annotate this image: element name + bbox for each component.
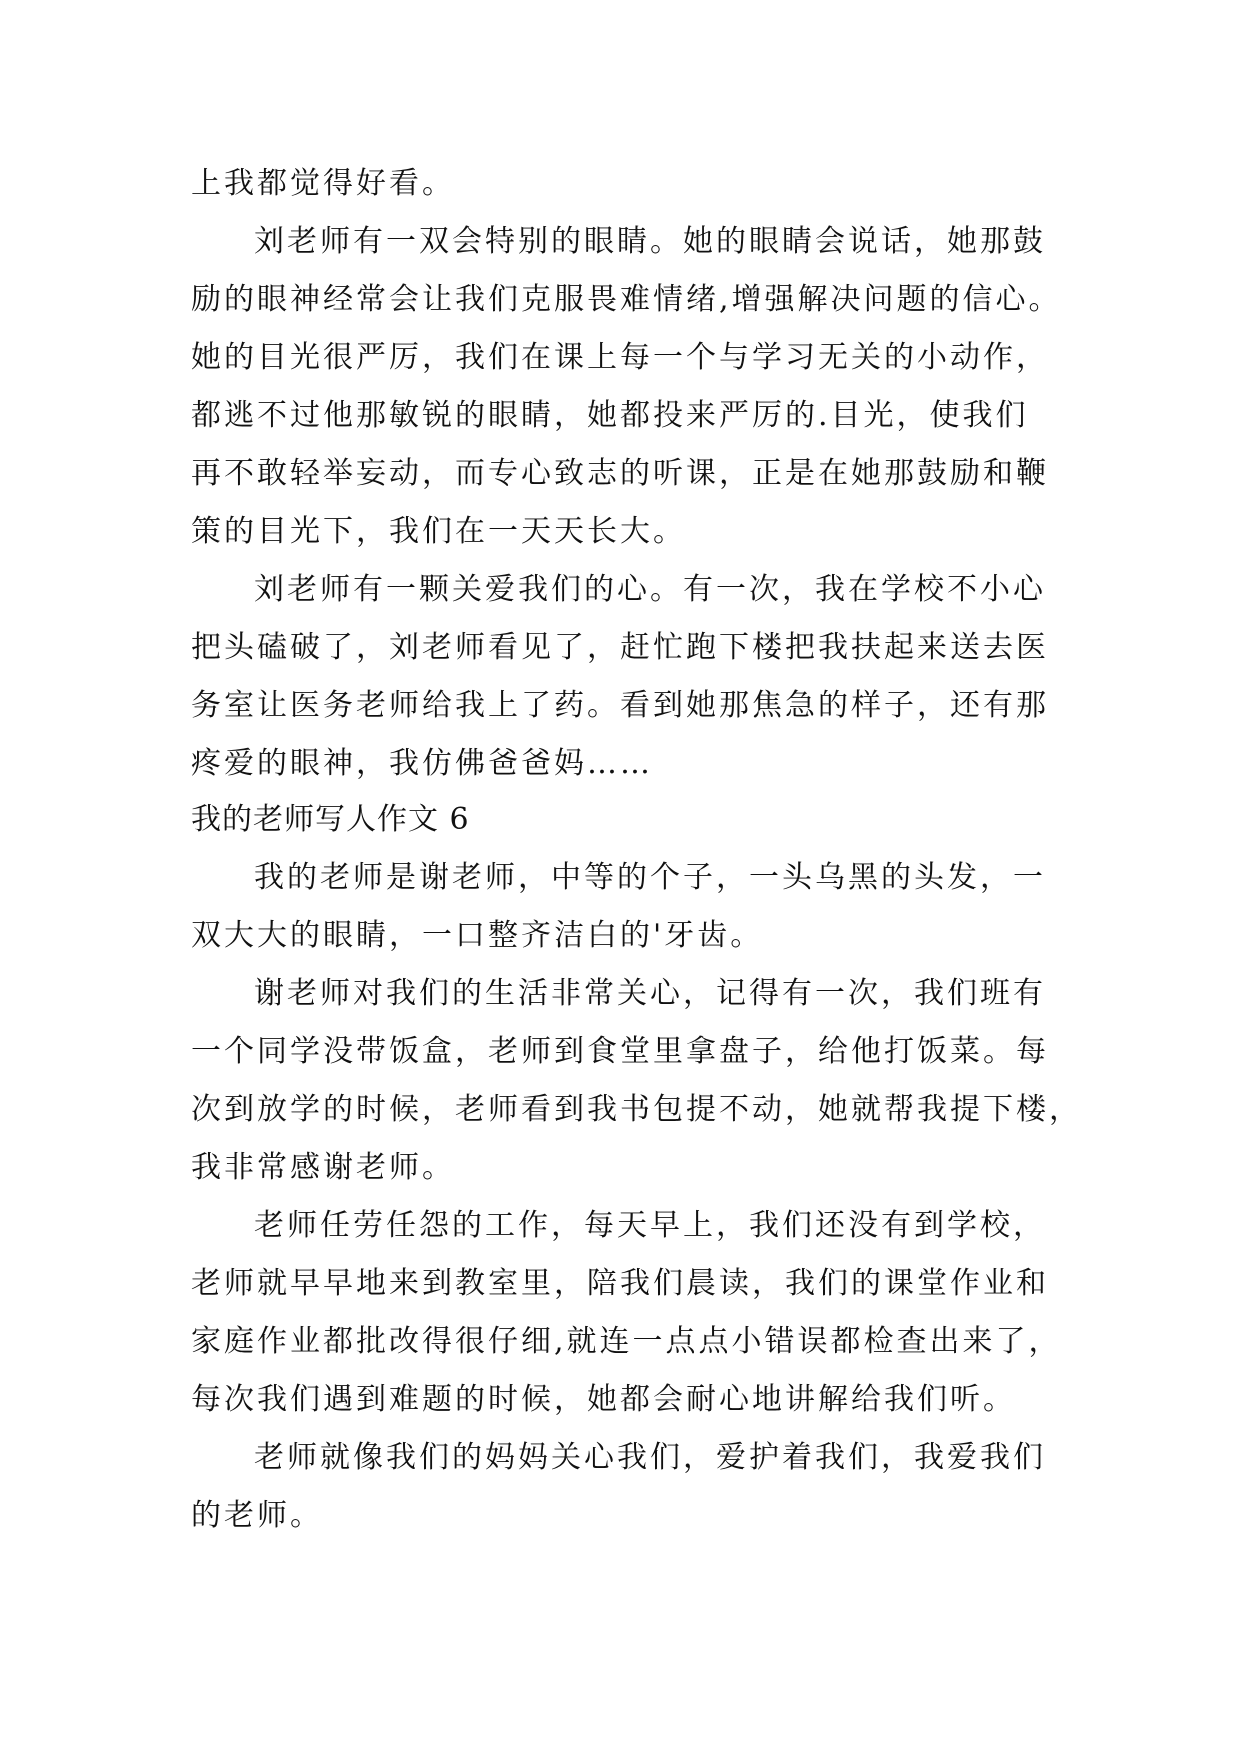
text-line: 都逃不过他那敏锐的眼睛，她都投来严厉的.目光，使我们	[191, 398, 1029, 433]
text-line: 励的眼神经常会让我们克服畏难情绪,增强解决问题的信心。	[191, 282, 1062, 317]
text-line: 她的目光很严厉，我们在课上每一个与学习无关的小动作，	[191, 340, 1049, 375]
text-line: 务室让医务老师给我上了药。看到她那焦急的样子，还有那	[191, 688, 1049, 723]
text-line: 的老师。	[191, 1498, 323, 1533]
paragraph-start-line: 我的老师是谢老师，中等的个子，一头乌黑的头发，一	[254, 860, 1046, 895]
section-heading: 我的老师写人作文 6	[191, 802, 470, 837]
text-line: 双大大的眼睛，一口整齐洁白的'牙齿。	[191, 918, 764, 953]
text-line: 家庭作业都批改得很仔细,就连一点点小错误都检查出来了，	[191, 1324, 1062, 1359]
text-line: 我非常感谢老师。	[191, 1150, 455, 1185]
text-line: 老师就早早地来到教室里，陪我们晨读，我们的课堂作业和	[191, 1266, 1049, 1301]
text-line: 把头磕破了，刘老师看见了，赶忙跑下楼把我扶起来送去医	[191, 630, 1049, 665]
paragraph-start-line: 谢老师对我们的生活非常关心，记得有一次，我们班有	[254, 976, 1046, 1011]
text-line: 每次我们遇到难题的时候，她都会耐心地讲解给我们听。	[191, 1382, 1016, 1417]
text-line: 次到放学的时候，老师看到我书包提不动，她就帮我提下楼，	[191, 1092, 1082, 1127]
text-line: 上我都觉得好看。	[191, 166, 455, 201]
text-line: 一个同学没带饭盒，老师到食堂里拿盘子，给他打饭菜。每	[191, 1034, 1049, 1069]
paragraph-start-line: 刘老师有一双会特别的眼睛。她的眼睛会说话，她那鼓	[254, 224, 1046, 259]
text-line: 策的目光下，我们在一天天长大。	[191, 514, 686, 549]
text-line: 疼爱的眼神，我仿佛爸爸妈……	[191, 746, 653, 781]
paragraph-start-line: 老师任劳任怨的工作，每天早上，我们还没有到学校，	[254, 1208, 1046, 1243]
paragraph-start-line: 老师就像我们的妈妈关心我们，爱护着我们，我爱我们	[254, 1440, 1046, 1475]
paragraph-start-line: 刘老师有一颗关爱我们的心。有一次，我在学校不小心	[254, 572, 1046, 607]
text-line: 再不敢轻举妄动，而专心致志的听课，正是在她那鼓励和鞭	[191, 456, 1049, 491]
